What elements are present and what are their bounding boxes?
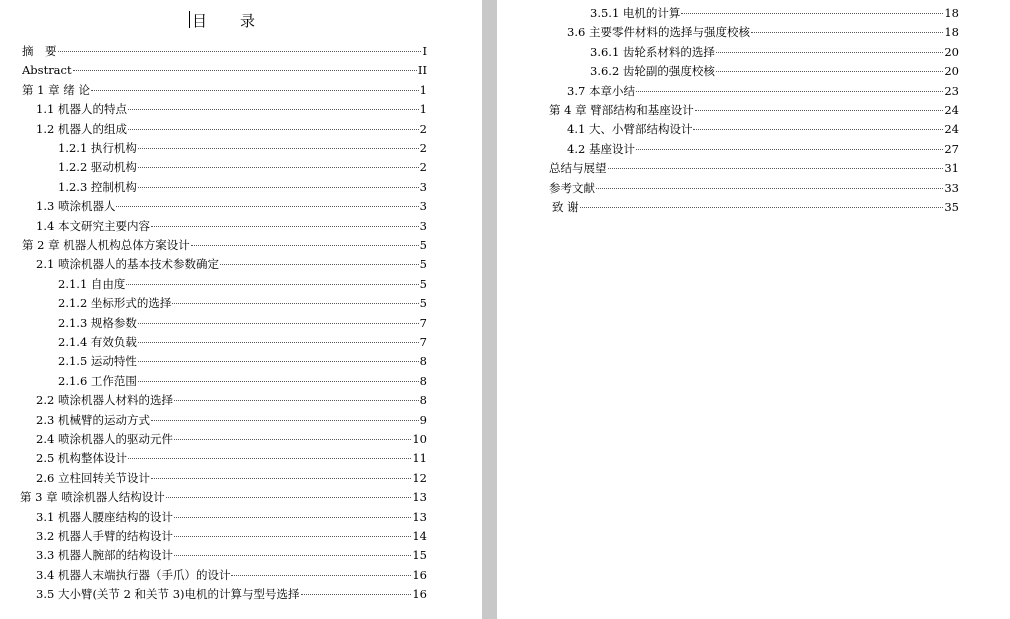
toc-entry[interactable] (58, 374, 427, 388)
toc-entry[interactable] (36, 471, 427, 485)
toc-leader-dots (716, 71, 943, 72)
toc-entry-label: 2.1.2 坐标形式的选择 (58, 296, 172, 311)
toc-leader-dots (91, 90, 419, 91)
toc-entry[interactable] (58, 354, 427, 368)
toc-entry-page-number: 8 (419, 373, 427, 388)
toc-entry[interactable] (36, 199, 427, 213)
toc-entry-page-number: 13 (412, 509, 427, 524)
toc-entry-page-number: 20 (944, 44, 959, 59)
toc-entry-page-number: 31 (944, 161, 959, 176)
toc-entry[interactable] (36, 219, 427, 233)
toc-leader-dots (138, 381, 419, 382)
toc-entry-page-number: 33 (944, 180, 959, 195)
toc-leader-dots (596, 188, 943, 189)
toc-leader-dots (174, 536, 411, 537)
toc-entry[interactable] (567, 142, 959, 156)
toc-leader-dots (636, 91, 943, 92)
toc-leader-dots (138, 342, 419, 343)
toc-entry-page-number: 16 (412, 587, 427, 602)
toc-entry-page-number: 16 (412, 567, 427, 582)
toc-entry-label: 1.4 本文研究主要内容 (36, 218, 150, 233)
toc-entry-label: 总结与展望 (549, 161, 607, 176)
toc-entry-label: 1.2.3 控制机构 (58, 179, 137, 194)
toc-leader-dots (751, 32, 943, 33)
toc-leader-dots (166, 497, 412, 498)
toc-entry-label: 4.1 大、小臂部结构设计 (567, 122, 693, 137)
toc-entry-page-number: 2 (419, 121, 427, 136)
toc-title-char-1: 目 (192, 12, 208, 30)
toc-entry-page-number: 5 (419, 257, 427, 272)
toc-entry-label: 1.2 机器人的组成 (36, 121, 127, 136)
toc-entry-label: 3.6 主要零件材料的选择与强度校核 (567, 25, 750, 40)
toc-entry-page-number: 2 (419, 160, 427, 175)
toc-leader-dots (151, 420, 419, 421)
toc-leader-dots (138, 148, 419, 149)
toc-entry-label: 2.1.6 工作范围 (58, 373, 137, 388)
toc-entry-label: Abstract (22, 63, 72, 78)
toc-leader-dots (174, 400, 419, 401)
page-gap (482, 0, 497, 619)
toc-entry[interactable] (36, 432, 427, 446)
toc-leader-dots (126, 284, 418, 285)
toc-entry-page-number: 14 (412, 529, 427, 543)
toc-entry-label: 3.5 大小臂(关节 2 和关节 3)电机的计算与型号选择 (36, 587, 300, 602)
toc-entry[interactable] (36, 102, 427, 116)
toc-entry-label: 3.5.1 电机的计算 (590, 6, 681, 20)
toc-entry-label: 3.3 机器人腕部的结构设计 (36, 548, 173, 563)
toc-entry[interactable] (36, 587, 427, 601)
toc-entry[interactable] (36, 451, 427, 465)
toc-entry-label: 摘 要 (22, 44, 57, 58)
toc-entry-label: 2.2 喷涂机器人材料的选择 (36, 393, 173, 408)
toc-entry-label: 第 2 章 机器人机构总体方案设计 (22, 238, 190, 252)
toc-entry[interactable] (58, 160, 427, 174)
toc-leader-dots (174, 517, 411, 518)
toc-entry-page-number: 24 (944, 122, 959, 137)
toc-entry[interactable] (36, 529, 427, 543)
toc-entry-page-number: 23 (944, 83, 959, 98)
toc-leader-dots (128, 129, 419, 130)
toc-entry-page-number: 20 (944, 64, 959, 79)
toc-leader-dots (128, 109, 419, 110)
toc-entry-label: 1.2.1 执行机构 (58, 141, 137, 155)
toc-entry[interactable] (22, 83, 427, 97)
toc-entry[interactable] (549, 181, 959, 195)
toc-leader-dots (151, 226, 419, 227)
toc-leader-dots (231, 575, 411, 576)
toc-entry-page-number: 12 (412, 470, 427, 485)
toc-entry-label: 3.1 机器人腰座结构的设计 (36, 509, 173, 524)
toc-entry-label: 2.1.4 有效负载 (58, 335, 137, 349)
toc-leader-dots (151, 478, 411, 479)
toc-entry-label: 第 4 章 臂部结构和基座设计 (549, 103, 694, 117)
document-page-right (497, 0, 1010, 619)
toc-entry[interactable] (36, 568, 427, 582)
toc-entry-label: 1.1 机器人的特点 (36, 102, 127, 117)
toc-entry[interactable] (36, 510, 427, 524)
toc-entry-page-number: 18 (944, 25, 959, 40)
toc-leader-dots (174, 439, 411, 440)
text-cursor (189, 11, 190, 28)
toc-leader-dots (220, 264, 419, 265)
toc-entry[interactable] (567, 122, 959, 136)
toc-entry[interactable] (58, 316, 427, 330)
toc-entry-label: 3.7 本章小结 (567, 83, 635, 98)
toc-entry-page-number: 24 (944, 103, 959, 117)
toc-entry[interactable] (36, 548, 427, 562)
toc-entry[interactable] (36, 413, 427, 427)
toc-entry[interactable] (590, 45, 959, 59)
toc-entry-label: 致 谢 (552, 200, 579, 214)
toc-entry-page-number: 5 (419, 238, 427, 252)
toc-entry-page-number: 18 (944, 6, 959, 20)
toc-entry-page-number: 5 (419, 276, 427, 291)
toc-entry-page-number: 9 (419, 412, 427, 427)
toc-entry-label: 2.1.3 规格参数 (58, 315, 137, 330)
toc-leader-dots (138, 187, 419, 188)
toc-leader-dots (301, 594, 412, 595)
toc-entry-label: 2.5 机构整体设计 (36, 451, 127, 466)
toc-entry-page-number: 27 (944, 141, 959, 156)
toc-entry-page-number: 3 (419, 218, 427, 233)
toc-leader-dots (580, 207, 944, 208)
toc-entry[interactable] (22, 238, 427, 252)
toc-leader-dots (73, 70, 417, 71)
toc-entry[interactable] (36, 257, 427, 271)
toc-entry[interactable] (567, 25, 959, 39)
toc-entry-page-number: 15 (412, 548, 427, 563)
toc-entry[interactable] (58, 180, 427, 194)
toc-entry-page-number: 2 (419, 141, 427, 155)
toc-entry-page-number: 5 (419, 296, 427, 311)
toc-entry-page-number: 11 (412, 451, 427, 466)
toc-leader-dots (172, 303, 418, 304)
toc-entry-page-number: 7 (419, 315, 427, 330)
toc-entry-page-number: I (422, 44, 427, 58)
toc-entry-page-number: 10 (412, 432, 427, 446)
toc-leader-dots (58, 51, 422, 52)
toc-entry[interactable] (58, 296, 427, 310)
toc-entry-label: 第 1 章 绪 论 (22, 82, 90, 97)
toc-leader-dots (693, 129, 943, 130)
toc-entry-label: 1.2.2 驱动机构 (58, 160, 137, 175)
toc-entry[interactable] (552, 200, 959, 214)
toc-entry[interactable] (36, 393, 427, 407)
toc-entry[interactable] (58, 141, 427, 155)
toc-leader-dots (191, 245, 419, 246)
toc-entry[interactable] (22, 44, 427, 58)
toc-entry-label: 2.6 立柱回转关节设计 (36, 470, 150, 485)
toc-entry[interactable] (590, 6, 959, 20)
toc-entry-page-number: 1 (419, 82, 427, 97)
toc-entry-page-number: 3 (419, 199, 427, 214)
toc-entry[interactable] (20, 490, 427, 504)
toc-entry-label: 2.1 喷涂机器人的基本技术参数确定 (36, 257, 219, 272)
toc-leader-dots (681, 13, 943, 14)
toc-entry-page-number: 1 (419, 102, 427, 117)
toc-entry-label: 2.1.1 自由度 (58, 276, 126, 291)
toc-leader-dots (116, 206, 418, 207)
toc-entry-label: 2.4 喷涂机器人的驱动元件 (36, 432, 173, 446)
toc-leader-dots (174, 555, 411, 556)
toc-entry-page-number: 8 (419, 393, 427, 408)
toc-title-char-2: 录 (240, 12, 256, 30)
toc-entry-page-number: 7 (419, 335, 427, 349)
toc-entry[interactable] (58, 277, 427, 291)
toc-leader-dots (138, 323, 419, 324)
toc-entry-label: 2.1.5 运动特性 (58, 354, 137, 369)
toc-entry-label: 第 3 章 喷涂机器人结构设计 (20, 490, 165, 505)
toc-entry-label: 3.2 机器人手臂的结构设计 (36, 529, 173, 543)
toc-entry-label: 3.4 机器人末端执行器（手爪）的设计 (36, 567, 231, 582)
document-page-left (0, 0, 482, 619)
toc-entry-label: 2.3 机械臂的运动方式 (36, 412, 150, 427)
toc-leader-dots (138, 167, 419, 168)
toc-leader-dots (636, 149, 943, 150)
toc-entry-page-number: 3 (419, 179, 427, 194)
toc-entry[interactable] (590, 64, 959, 78)
toc-entry-label: 3.6.2 齿轮副的强度校核 (590, 64, 715, 79)
toc-entry-label: 1.3 喷涂机器人 (36, 199, 116, 214)
toc-leader-dots (695, 110, 944, 111)
toc-entry-page-number: 13 (412, 490, 427, 505)
toc-entry[interactable] (58, 335, 427, 349)
toc-entry[interactable] (22, 63, 427, 77)
toc-entry[interactable] (567, 84, 959, 98)
toc-entry-label: 3.6.1 齿轮系材料的选择 (590, 44, 715, 59)
toc-leader-dots (138, 361, 419, 362)
toc-leader-dots (608, 168, 944, 169)
toc-entry[interactable] (549, 161, 959, 175)
toc-entry[interactable] (549, 103, 959, 117)
toc-leader-dots (128, 458, 411, 459)
toc-entry-page-number: 8 (419, 354, 427, 369)
toc-entry-page-number: II (417, 63, 427, 78)
toc-entry[interactable] (36, 122, 427, 136)
toc-entry-label: 4.2 基座设计 (567, 141, 635, 156)
toc-entry-page-number: 35 (944, 200, 959, 214)
toc-entry-label: 参考文献 (549, 180, 595, 195)
toc-leader-dots (716, 52, 943, 53)
